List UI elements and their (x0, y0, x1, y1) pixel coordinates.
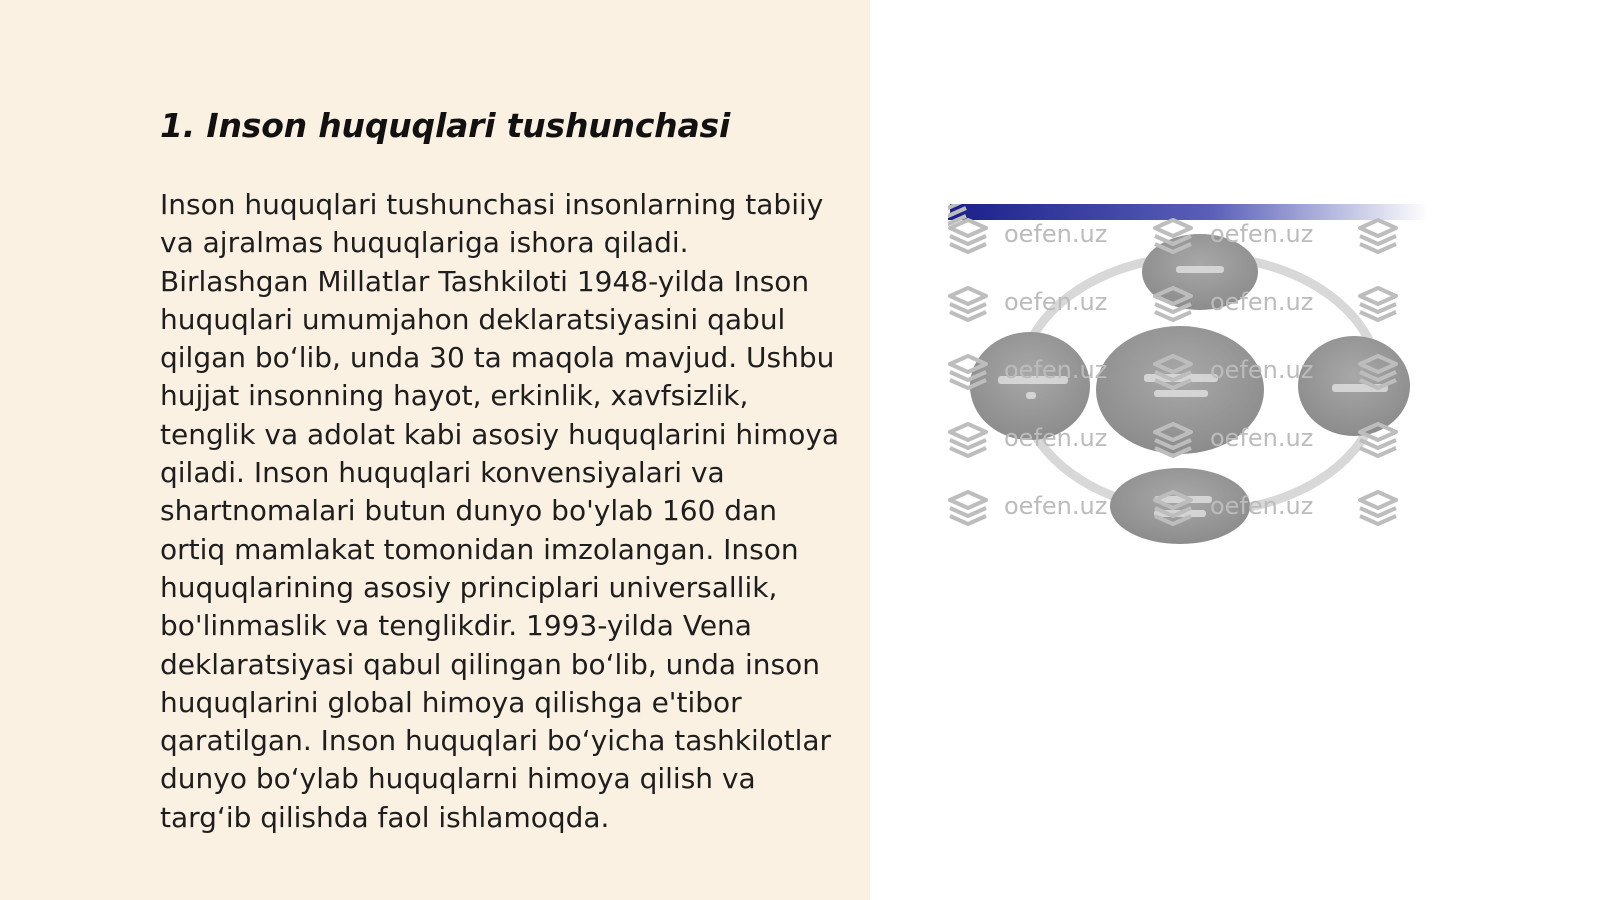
watermark-text: oefen.uz (1210, 356, 1314, 384)
watermark-text: oefen.uz (1210, 424, 1314, 452)
watermark-text: oefen.uz (1210, 220, 1314, 248)
slide-title: 1. Inson huquqlari tushunchasi (160, 106, 731, 145)
watermark-text: oefen.uz (1210, 492, 1314, 520)
watermark-text: oefen.uz (1004, 220, 1108, 248)
diagram-banner (948, 204, 1428, 220)
diagram-illustration (948, 204, 1448, 574)
slide-body-text: Inson huquqlari tushunchasi insonlarning tabiiy va ajralmas huquqlariga ishora qiladi. Birlashgan Millatlar Tashkiloti 1948-yilda Inson huquqlari umumjahon deklaratsiyasini qabul qilgan bo‘lib, unda 30 ta maqola mavjud. Ushbu hujjat insonning hayot, erkinlik, xavfsizlik, tenglik va adolat kabi asosiy huquqlarini himoya qiladi. Inson huquqlari konvensiyalari va shartnomalari butun dunyo bo'ylab 160 dan ortiq mamlakat tomonidan imzolangan. Inson huquqlarining asosiy principlari universallik, bo'linmaslik va tenglikdir. 1993-yilda Vena deklaratsiyasi qabul qilingan bo‘lib, unda inson huquqlarini global himoya qilishga e'tibor qaratilgan. Inson huquqlari bo‘yicha tashkilotlar dunyo bo‘ylab huquqlarni himoya qilish va targ‘ib qilishda faol ishlamoqda. (160, 188, 840, 834)
watermark-text: oefen.uz (1004, 492, 1108, 520)
watermark-text: oefen.uz (1004, 424, 1108, 452)
watermark-text: oefen.uz (1210, 288, 1314, 316)
watermark-text: oefen.uz (1004, 356, 1108, 384)
watermark-text: oefen.uz (1004, 288, 1108, 316)
diagram-image (948, 204, 1448, 574)
